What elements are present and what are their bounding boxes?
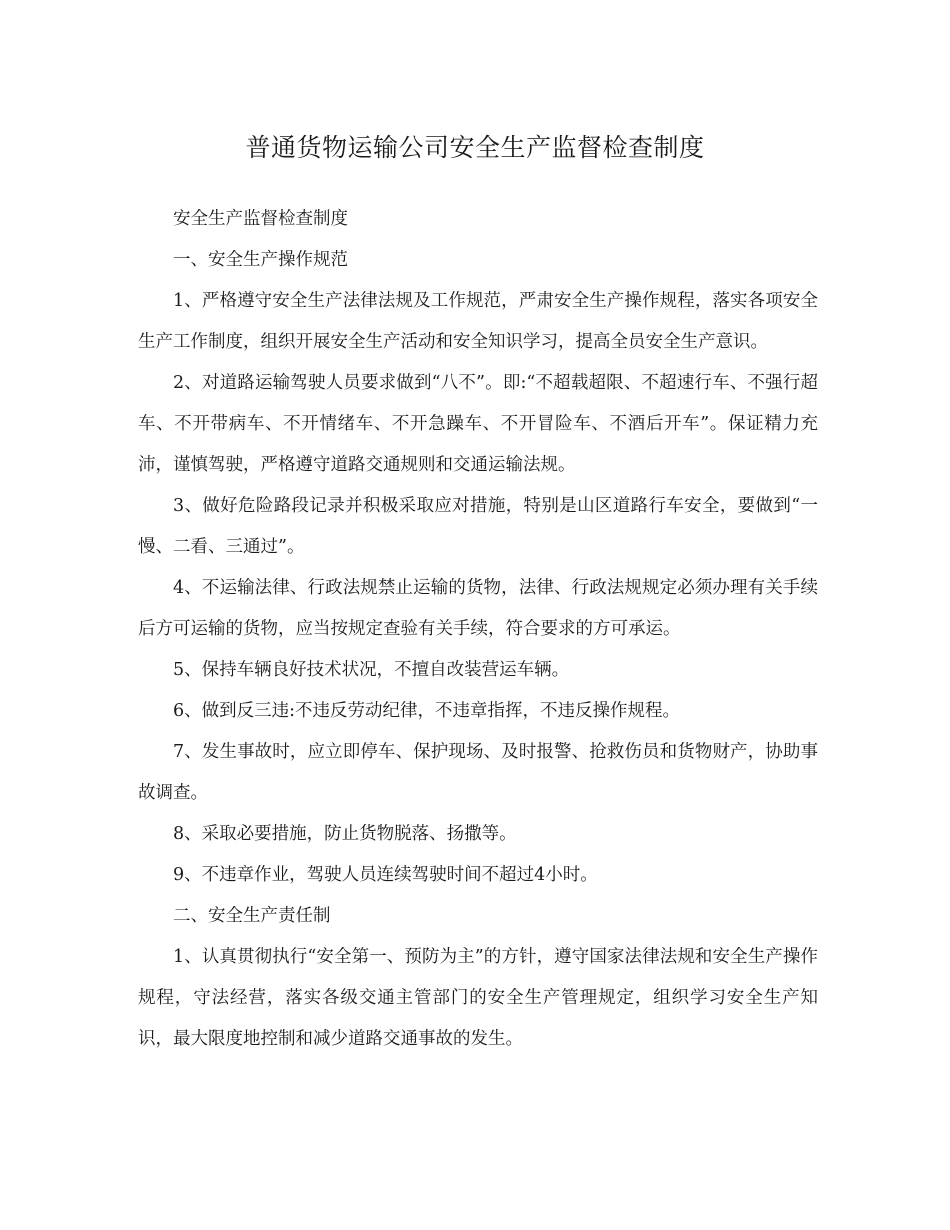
paragraph: 6、做到反三违:不违反劳动纪律，不违章指挥，不违反操作规程。 — [173, 701, 681, 721]
section-heading-1: 一、安全生产操作规范 — [173, 250, 348, 270]
paragraph: 8、采取必要措施，防止货物脱落、扬撒等。 — [173, 824, 517, 844]
paragraph-subtitle: 安全生产监督检查制度 — [173, 209, 348, 229]
paragraph: 1、严格遵守安全生产法律法规及工作规范，严肃安全生产操作规程，落实各项安全生产工作制度，组织开展安全生产活动和安全知识学习，提高全员安全生产意识。 — [138, 291, 818, 352]
paragraph: 1、认真贯彻执行“安全第一、预防为主”的方针，遵守国家法律法规和安全生产操作规程，守法经营，落实各级交通主管部门的安全生产管理规定，组织学习安全生产知识，最大限度地控制和减少道路交通事故的发生。 — [138, 947, 818, 1049]
paragraph: 7、发生事故时，应立即停车、保护现场、及时报警、抢救伤员和货物财产，协助事故调查。 — [138, 742, 818, 803]
paragraph: 9、不违章作业，驾驶人员连续驾驶时间不超过4小时。 — [173, 865, 598, 885]
document-title: 普通货物运输公司安全生产监督检查制度 — [245, 133, 705, 162]
paragraph: 2、对道路运输驾驶人员要求做到“八不”。即:“不超载超限、不超速行车、不强行超车、不开带病车、不开情绪车、不开急躁车、不开冒险车、不酒后开车”。保证精力充沛，谨慎驾驶，严格遵守道路交通规则和交通运输法规。 — [138, 373, 818, 475]
section-heading-2: 二、安全生产责任制 — [173, 906, 331, 926]
paragraph: 3、做好危险路段记录并积极采取应对措施，特别是山区道路行车安全，要做到“一慢、二看、三通过”。 — [138, 496, 818, 557]
paragraph: 5、保持车辆良好技术状况，不擅自改装营运车辆。 — [173, 660, 570, 680]
document-body — [138, 199, 818, 1060]
paragraph: 4、不运输法律、行政法规禁止运输的货物，法律、行政法规规定必须办理有关手续后方可运输的货物，应当按规定查验有关手续，符合要求的方可承运。 — [138, 578, 818, 639]
